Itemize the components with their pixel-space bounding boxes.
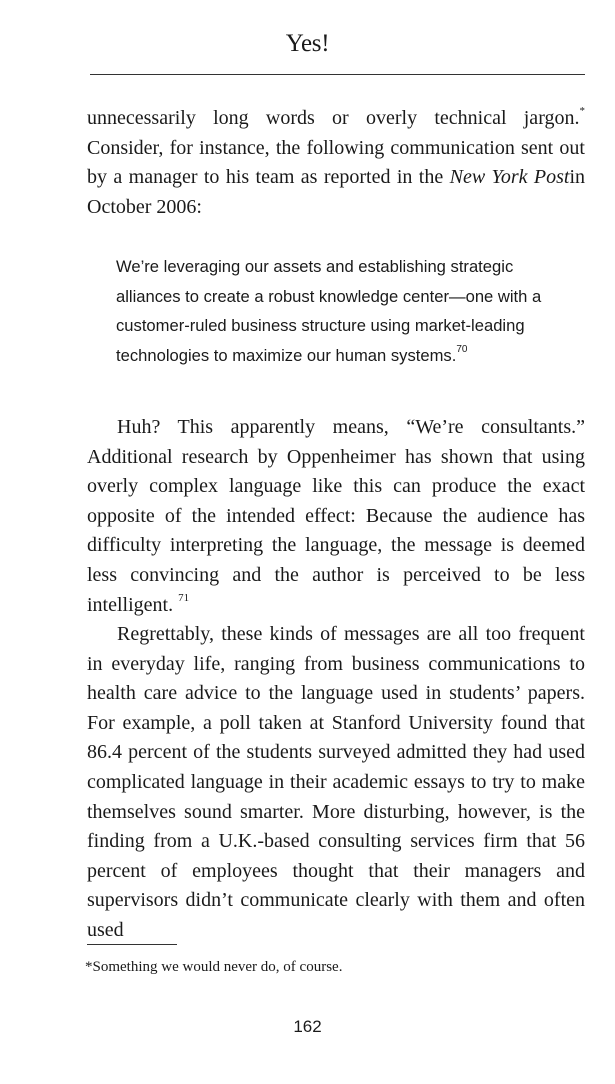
publication-name: New York Post bbox=[449, 166, 570, 189]
header-rule bbox=[90, 74, 585, 75]
note-ref-70: 70 bbox=[456, 344, 468, 356]
paragraph-3 bbox=[87, 620, 585, 946]
footnote-marker-bottom: * bbox=[85, 959, 93, 975]
paragraph-1-text-before: unnecessarily long words or overly technical jargon. bbox=[87, 107, 580, 129]
note-ref-71: 71 bbox=[178, 591, 190, 604]
footnote-text: Something we would never do, of course. bbox=[92, 959, 343, 975]
paragraph-3-text: Regrettably, these kinds of messages are all too frequent in everyday life, ranging from business communications to health care advice to the language used in students’ papers. For example, a poll taken at Stanford University found that 86.4 percent of the students surveyed admitted they had used complicated language in their academic essays to try to make themselves sound smarter. More disturbing, however, is the finding from a U.K.-based consulting services firm that 56 percent of employees thought that their managers and supervisors didn’t communicate clearly with them and often used bbox=[87, 623, 585, 941]
paragraph-1 bbox=[87, 104, 585, 222]
footnote-marker: * bbox=[579, 105, 585, 118]
paragraph-1-text-mid: Consider, for instance, the following communication sent out by a manager to his team as reported in the bbox=[87, 136, 585, 189]
running-head: Yes! bbox=[285, 30, 330, 57]
block-quotation bbox=[116, 252, 566, 370]
paragraph-2 bbox=[87, 413, 585, 620]
paragraph-2-text: Huh? This apparently means, “We’re consultants.” Additional research by Oppenheimer has shown that using overly complex language like this can produce the exact opposite of the intended effect: Because the audience has difficulty interpreting the language, the message is deemed less convincing and the author is perceived to be less intelligent. bbox=[87, 416, 585, 616]
paragraph-1-text-after: in October 2006: bbox=[87, 166, 585, 218]
page-number: 162 bbox=[293, 1017, 322, 1036]
quotation-text: We’re leveraging our assets and establishing strategic alliances to create a robust knowledge center—one with a customer-ruled business structure using market-leading technologies to maximize our human systems. bbox=[116, 257, 542, 365]
footnote bbox=[85, 956, 585, 978]
footnote-rule bbox=[87, 944, 177, 945]
